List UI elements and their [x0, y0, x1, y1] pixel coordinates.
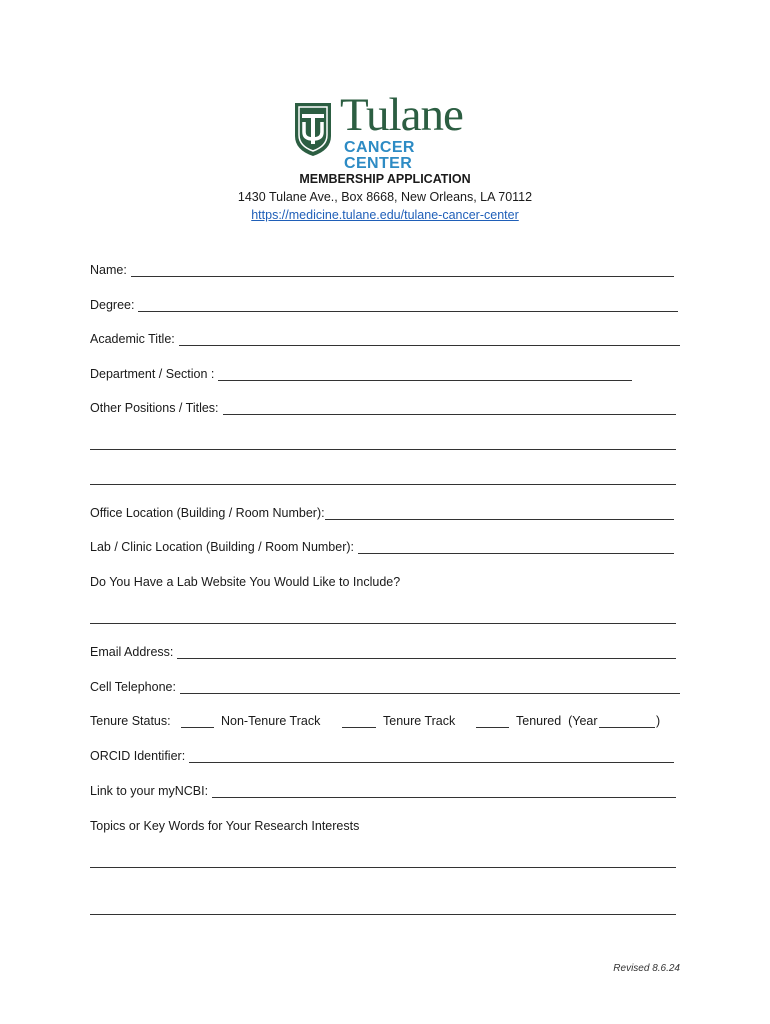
revision-date: Revised 8.6.24: [613, 963, 680, 974]
website-link[interactable]: https://medicine.tulane.edu/tulane-cancer-center: [251, 208, 519, 222]
tulane-logo: [292, 89, 482, 172]
tenured-close-paren: ): [656, 714, 661, 728]
orcid-field[interactable]: [189, 750, 674, 763]
office-location-row: [90, 504, 674, 520]
cell-field[interactable]: [180, 681, 680, 694]
form-header: [0, 170, 770, 224]
cell-label: Cell Telephone:: [90, 680, 176, 694]
other-positions-field-2[interactable]: [90, 437, 676, 450]
email-row: [90, 643, 676, 659]
topics-label: Topics or Key Words for Your Research Interests: [90, 819, 360, 833]
academic-title-row: [90, 330, 680, 346]
department-row: [90, 365, 632, 381]
email-field[interactable]: [177, 646, 676, 659]
cell-row: [90, 678, 680, 694]
non-tenure-track-label: Non-Tenure Track: [221, 714, 321, 728]
other-positions-line-3: [90, 469, 676, 485]
lab-website-row: [90, 608, 676, 624]
department-field[interactable]: [218, 368, 632, 381]
topics-question: [90, 817, 676, 833]
tenured-blank[interactable]: [476, 715, 509, 728]
other-positions-field[interactable]: [223, 402, 676, 415]
lab-location-label: Lab / Clinic Location (Building / Room Number):: [90, 540, 355, 554]
office-location-label: Office Location (Building / Room Number):: [90, 506, 325, 520]
tenure-status-label: Tenure Status:: [90, 714, 171, 728]
topics-field-1[interactable]: [90, 855, 676, 868]
mailing-address: 1430 Tulane Ave., Box 8668, New Orleans, LA 70112: [237, 190, 533, 204]
office-location-field[interactable]: [325, 507, 674, 520]
name-row: [90, 261, 674, 277]
lab-location-row: [90, 538, 674, 554]
orcid-label: ORCID Identifier:: [90, 749, 186, 763]
tulane-shield-icon: [292, 100, 334, 158]
degree-label: Degree:: [90, 298, 135, 312]
non-tenure-track-blank[interactable]: [181, 715, 214, 728]
degree-field[interactable]: [138, 299, 678, 312]
logo-subtitle: CANCER CENTER: [344, 139, 415, 172]
topics-line-1: [90, 852, 676, 868]
other-positions-row: [90, 399, 676, 415]
topics-line-2: [90, 899, 676, 915]
form-title: MEMBERSHIP APPLICATION: [299, 172, 471, 186]
myncbi-field[interactable]: [212, 785, 676, 798]
academic-title-field[interactable]: [179, 333, 680, 346]
topics-field-2[interactable]: [90, 902, 676, 915]
myncbi-row: [90, 782, 676, 798]
academic-title-label: Academic Title:: [90, 332, 175, 346]
tenured-label: Tenured (Year: [516, 714, 598, 728]
other-positions-field-3[interactable]: [90, 472, 676, 485]
orcid-row: [90, 747, 674, 763]
degree-row: [90, 296, 678, 312]
name-label: Name:: [90, 263, 127, 277]
tenure-track-blank[interactable]: [342, 715, 376, 728]
lab-website-field[interactable]: [90, 611, 676, 624]
lab-website-question: [90, 573, 676, 589]
myncbi-label: Link to your myNCBI:: [90, 784, 209, 798]
lab-website-label: Do You Have a Lab Website You Would Like to Include?: [90, 575, 401, 589]
tenured-year-field[interactable]: [599, 715, 655, 728]
name-field[interactable]: [131, 264, 674, 277]
other-positions-line-2: [90, 434, 676, 450]
other-positions-label: Other Positions / Titles:: [90, 401, 219, 415]
tenure-track-label: Tenure Track: [383, 714, 456, 728]
department-label: Department / Section :: [90, 367, 215, 381]
tenure-status-row: [90, 712, 680, 728]
email-label: Email Address:: [90, 645, 174, 659]
logo-wordmark: Tulane: [340, 89, 463, 141]
lab-location-field[interactable]: [358, 541, 674, 554]
